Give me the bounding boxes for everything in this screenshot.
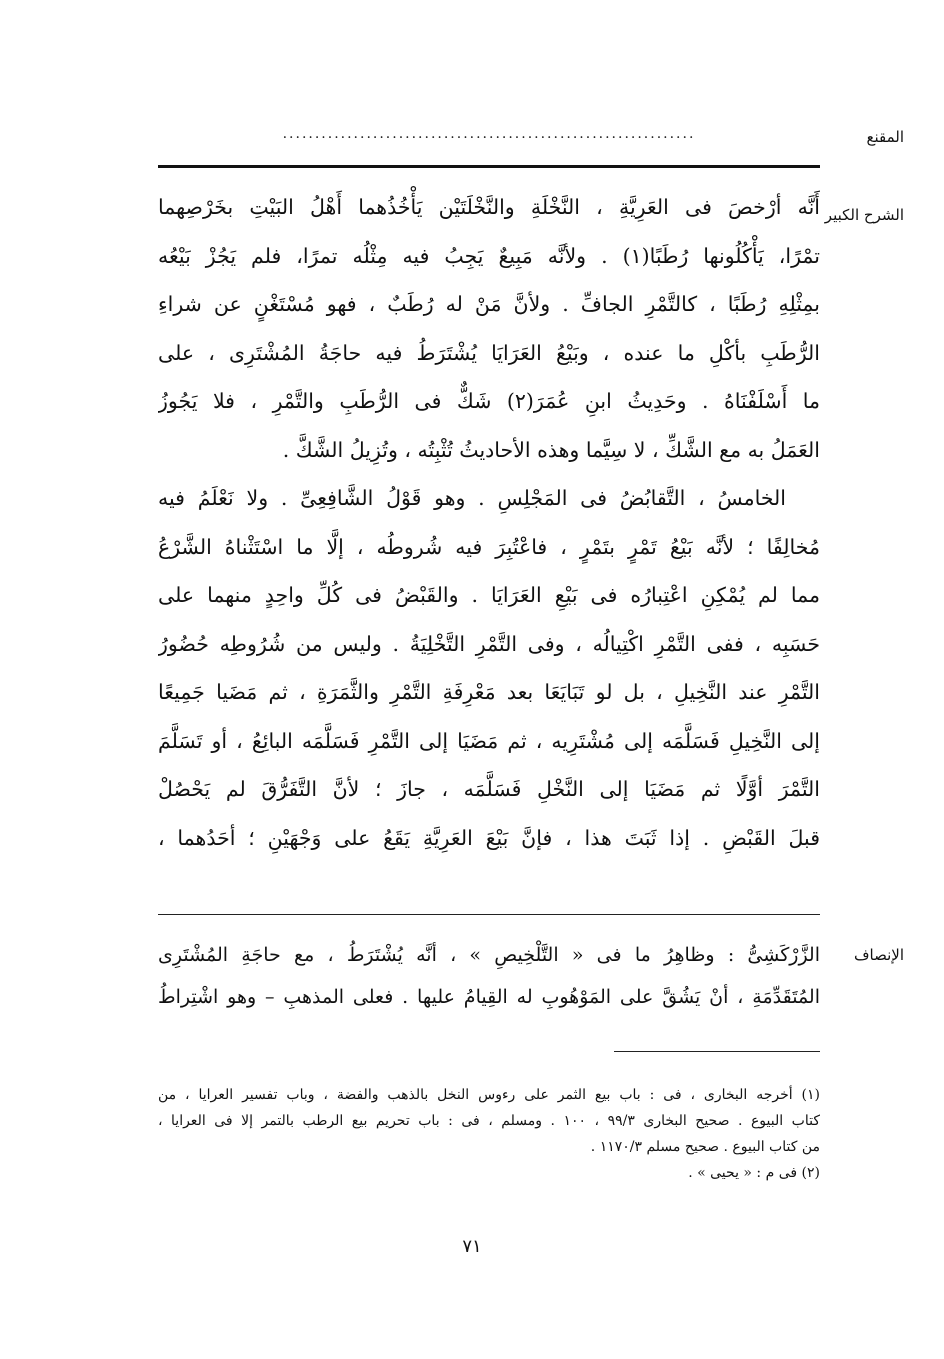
text-line: الخامسُ ، التَّقابُضُ فى المَجْلِسِ . وهو قَوْلُ الشَّافِعِىِّ . ولا نَعْلَمُ فيه: [158, 486, 786, 510]
header-dotted-rule: ................................................................: [282, 128, 696, 140]
text-line: بمِثْلِهِ رُطَبًا ، كالتَّمْرِ الجافِّ . ولأنَّ مَنْ له رُطَبٌ ، فهو مُسْتَغْنٍ عن شراءِ: [158, 292, 820, 316]
margin-label-sharh: الشرح الكبير: [824, 206, 904, 224]
header-book-title: المقنع: [866, 128, 904, 146]
footnote-line: من كتاب البيوع . صحيح مسلم ١١٧٠/٣ .: [590, 1139, 820, 1155]
text-line: التَّمْرَ أوَّلًا ثم مَضَيَا إلى النَّخْلِ فَسَلَّمَه ، جازَ ؛ لأنَّ التَّفَرُّقَ لم يَحْصُلْ: [158, 777, 820, 801]
footnote-line: (٢) فى م : « يحيى » .: [688, 1165, 820, 1181]
footnotes: [158, 1082, 820, 1186]
text-line: ما أَسْلَفْنَاهُ . وحَدِيثُ ابنِ عُمَرَ(٢) شَكٌّ فى الرُّطَبِ والتَّمْرِ ، فلا يَجُوزُ: [158, 389, 820, 413]
text-line: التَّمْرِ عند النَّخِيلِ ، بل لو تَبَايَعَا بعد مَعْرِفَةِ التَّمْرِ والثَّمَرَةِ ، ثم مَضَيا جَمِيعًا: [158, 680, 820, 704]
header-divider: [158, 165, 820, 168]
text-line: قبلَ القَبْضِ . إذا ثَبَتَ هذا ، فإنَّ بَيْعَ العَرِيَّةِ يَقَعُ على وَجْهَيْنِ ؛ أحَدُهما ،: [158, 825, 820, 850]
insaf-line: الزَّرْكَشِىُّ : وظاهِرُ ما فى « التَّلْخِيصِ » ، أنَّه يُشْتَرَطُ ، مع حاجَةِ المُشْتَرِى: [158, 944, 820, 966]
text-line: العَمَلُ به مع الشَّكِّ ، لا سِيَّما وهذه الأحاديثُ تُثْبِتُه ، وتُزِيلُ الشَّكَّ .: [282, 437, 820, 462]
margin-label-insaf: الإنصاف: [853, 946, 904, 964]
text-line: أَنَّه أرْخصَ فى العَرِيَّةِ ، النَّخْلَةِ والنَّخْلَتَيْن يَأْخُذُهما أَهْلُ البَيْتِ بخَرْصِهما: [158, 195, 820, 219]
insaf-text: [158, 934, 820, 1018]
footnote-line: (١) أخرجه البخارى ، فى : باب بيع الثمر على رءوس النخل بالذهب والفضة ، وباب تفسير العرايا ، من: [158, 1087, 820, 1103]
text-line: الرُّطَبِ بأكْلِ ما عنده ، وبَيْعُ العَرَايَا يُشْتَرَطُ فيه حاجَةُ المُشْتَرِى ، على: [158, 340, 820, 365]
text-line: حَسَبِه ، ففى التَّمْرِ اكْتِيالُه ، وفى التَّمْرِ التَّخْلِيَةُ . وليس من شُرُوطِه حُضُورُ: [158, 631, 820, 656]
section-divider: [158, 914, 820, 915]
page-number: ٧١: [462, 1236, 482, 1257]
main-commentary-text: [158, 183, 820, 862]
text-line: إلى النَّخِيلِ فَسَلَّمَه إلى مُشْتَرِيه ، ثم مَضَيَا إلى التَّمْرِ فَسَلَّمَه البائِعُ ، أو تَسَلَّمَ: [158, 728, 820, 753]
text-line: مما لم يُمْكِنِ اعْتِبارُه فى بَيْعِ العَرَايَا . والقَبْضُ فى كُلِّ واحِدٍ منهما على: [158, 583, 820, 607]
footnote-line: كتاب البيوع . صحيح البخارى ٩٩/٣ ، ١٠٠ . ومسلم ، فى : باب تحريم بيع الرطب بالتمر إلا فى العرايا ،: [158, 1113, 820, 1129]
text-line: مُخالِفًا ؛ لأنَّه بَيْعُ تَمْرٍ بتَمْرٍ ، فاعْتُبِرَ فيه شُروطُه ، إلَّا ما اسْتَثْناهُ الشَّرْعُ: [158, 534, 820, 559]
footnote-divider: [614, 1051, 820, 1052]
insaf-line: المُتَقَدِّمَةِ ، أنْ يَشُقَّ على المَوْهُوبِ له القِيامُ عليها . فعلى المذهبِ – وهو اشْتِراطُ: [158, 986, 820, 1008]
text-line: تمْرًا، يَأْكُلُونها رُطَبًا(١) . ولأنَّه مَبِيعٌ يَجِبُ فيه مِثْلُه تمرًا، فلم يَجُزْ بَيْعُه: [158, 243, 820, 268]
